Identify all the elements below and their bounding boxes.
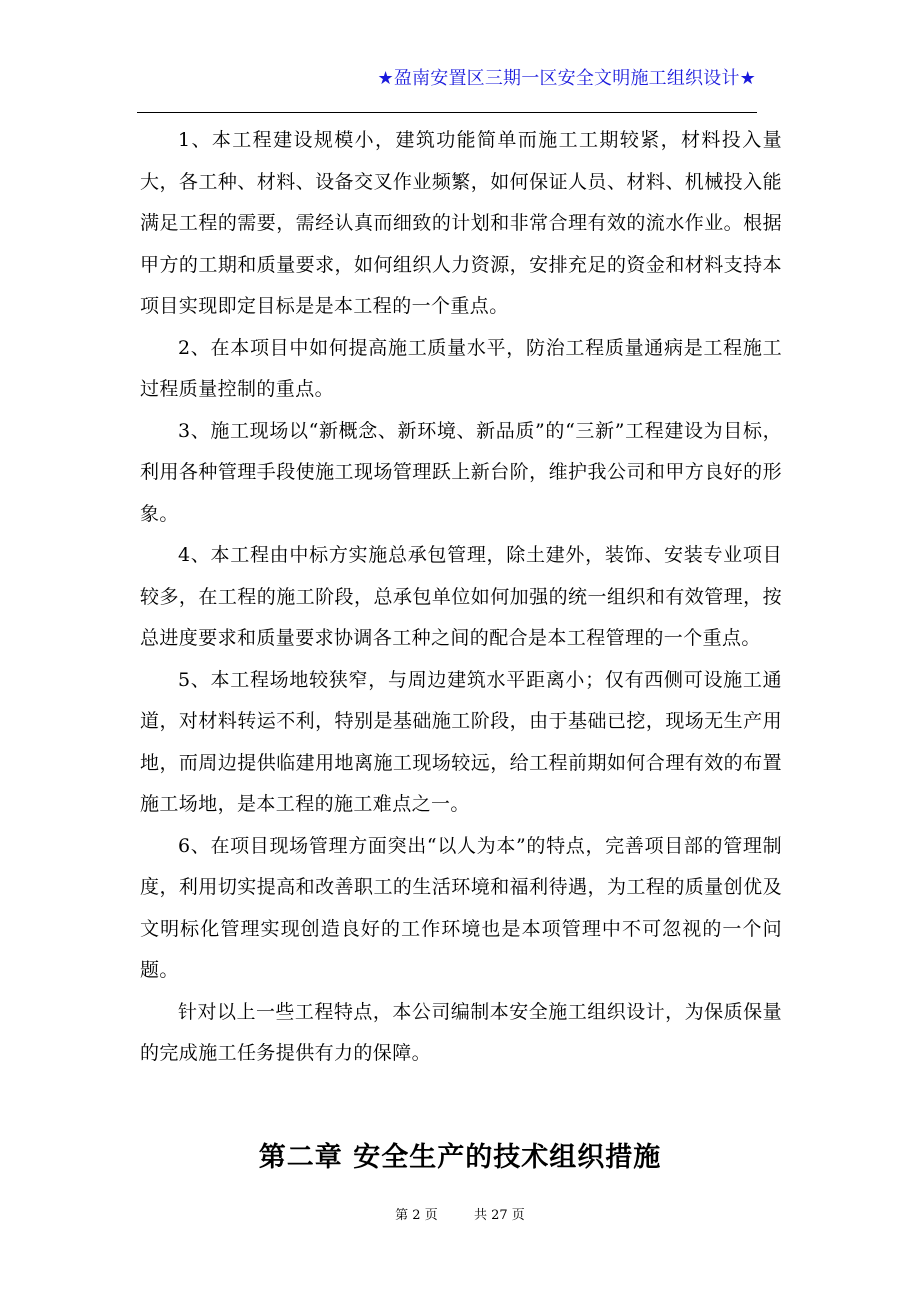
page-number: 第 2 页 bbox=[395, 1208, 438, 1223]
paragraph-1: 1、本工程建设规模小，建筑功能简单而施工工期较紧，材料投入量大，各工种、材料、设备交叉作业频繁，如何保证人员、材料、机械投入能满足工程的需要，需经认真而细致的计划和非常合理有效的流水作业。根据甲方的工期和质量要求，如何组织人力资源，安排充足的资金和材料支持本项目实现即定目标是是本工程的一个重点。 bbox=[140, 129, 782, 317]
body-text bbox=[140, 120, 782, 1075]
page-footer bbox=[0, 1204, 920, 1228]
document-header-title: ★盈南安置区三期一区安全文明施工组织设计★ bbox=[377, 68, 756, 89]
paragraph-6: 6、在项目现场管理方面突出“以人为本”的特点，完善项目部的管理制度，利用切实提高和改善职工的生活环境和福利待遇，为工程的质量创优及文明标化管理实现创造良好的工作环境也是本项管理中不可忽视的一个问题。 bbox=[140, 834, 782, 981]
paragraph-4: 4、本工程由中标方实施总承包管理，除土建外，装饰、安装专业项目较多，在工程的施工阶段，总承包单位如何加强的统一组织和有效管理，按总进度要求和质量要求协调各工种之间的配合是本工程管理的一个重点。 bbox=[140, 544, 782, 649]
paragraph-5: 5、本工程场地较狭窄，与周边建筑水平距离小；仅有西侧可设施工通道，对材料转运不利，特别是基础施工阶段，由于基础已挖，现场无生产用地，而周边提供临建用地离施工现场较远，给工程前期如何合理有效的布置施工场地，是本工程的施工难点之一。 bbox=[140, 668, 782, 815]
paragraph-summary: 针对以上一些工程特点，本公司编制本安全施工组织设计，为保质保量的完成施工任务提供有力的保障。 bbox=[140, 1000, 782, 1064]
chapter-title: 第二章 安全生产的技术组织措施 bbox=[258, 1142, 662, 1173]
page-total: 共 27 页 bbox=[474, 1208, 525, 1223]
paragraph-2: 2、在本项目中如何提高施工质量水平，防治工程质量通病是工程施工过程质量控制的重点。 bbox=[140, 336, 782, 400]
header-divider bbox=[137, 112, 757, 113]
paragraph-3: 3、施工现场以“新概念、新环境、新品质”的“三新”工程建设为目标，利用各种管理手段使施工现场管理跃上新台阶，维护我公司和甲方良好的形象。 bbox=[140, 419, 782, 525]
page-header bbox=[140, 64, 756, 94]
